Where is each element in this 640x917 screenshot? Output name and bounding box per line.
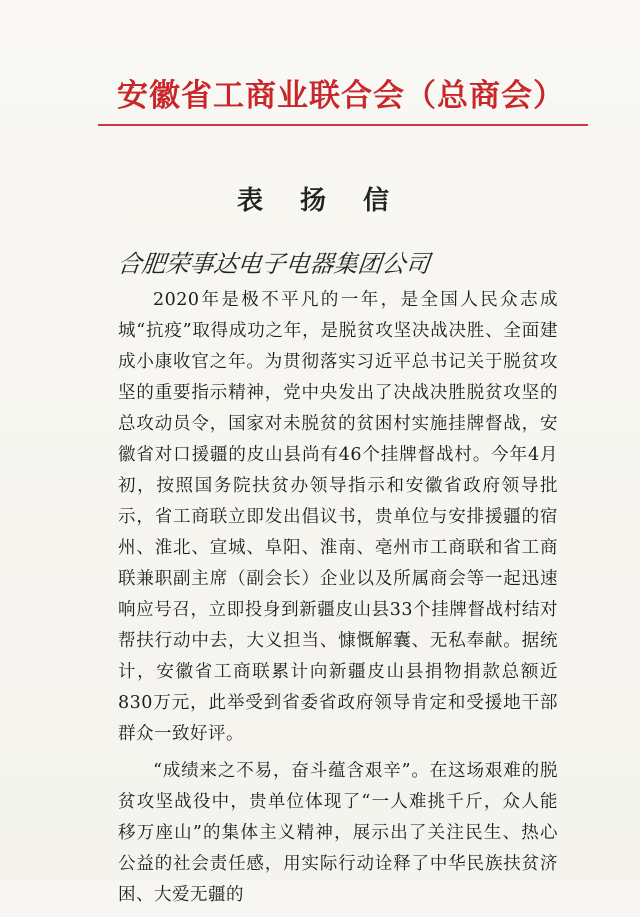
letterhead-org-name: 安徽省工商业联合会（总商会） [117,78,565,114]
document-title: 表 扬 信 [236,186,404,216]
paragraph: 2020年是极不平凡的一年，是全国人民众志成城“抗疫”取得成功之年，是脱贫攻坚决战决胜、全面建成小康收官之年。为贯彻落实习近平总书记关于脱贫攻坚的重要指示精神，党中央发出了决战决胜脱贫攻坚的总攻动员令，国家对未脱贫的贫困村实施挂牌督战，安徽省对口援疆的皮山县尚有46个挂牌督战村。今年4月初，按照国务院扶贫办领导指示和安徽省政府领导批示，省工商联立即发出倡议书，贵单位与安排援疆的宿州、淮北、宣城、阜阳、淮南、亳州市工商联和省工商联兼职副主席（副会长）企业以及所属商会等一起迅速响应号召，立即投身到新疆皮山县33个挂牌督战村结对帮扶行动中去，大义担当、慷慨解囊、无私奉献。据统计，安徽省工商联累计向新疆皮山县捐物捐款总额近830万元，此举受到省委省政府领导肯定和受援地干部群众一致好评。 [118,290,558,744]
letterhead-rule [98,124,588,126]
paragraph: “成绩来之不易，奋斗蕴含艰辛”。在这场艰难的脱贫攻坚战役中，贵单位体现了“一人难挑千斤，众人能移万座山”的集体主义精神，展示出了关注民生、热心公益的社会责任感，用实际行动诠释了中华民族扶贫济困、大爱无疆的 [118,761,558,905]
recipient-handwritten: 合肥荣事达电子电器集团公司 [116,250,432,278]
letter-body [118,285,558,917]
